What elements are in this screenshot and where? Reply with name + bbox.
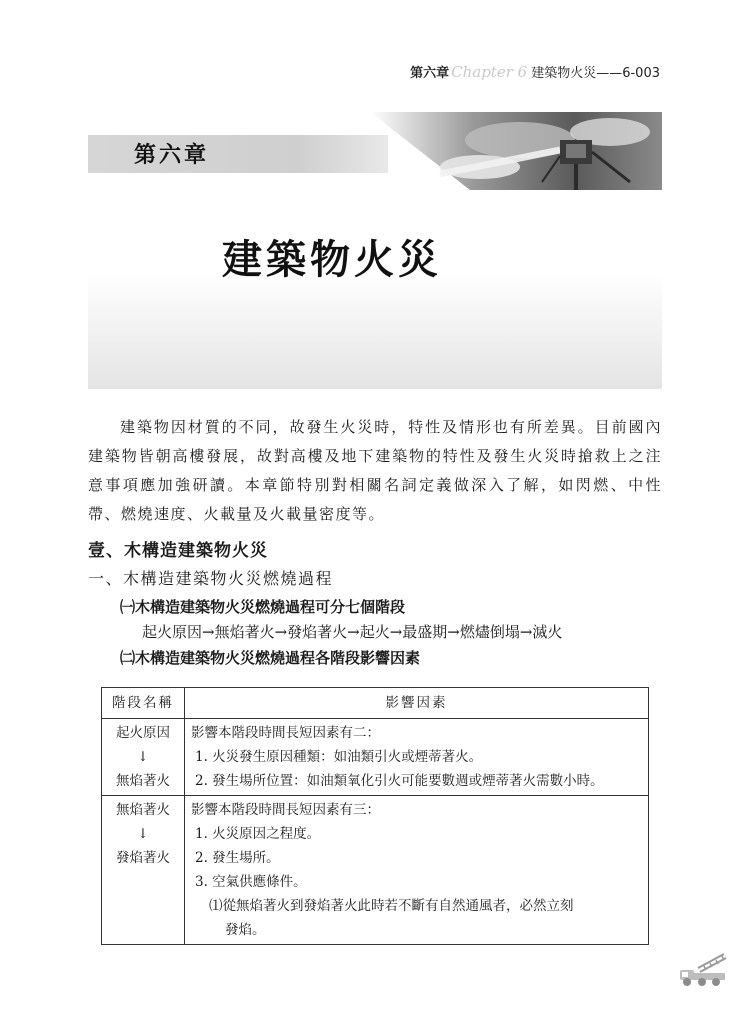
down-arrow-icon: ↓ [137, 749, 149, 765]
factor-item: 3. 空氣供應條件。 [195, 874, 307, 890]
running-header [410, 62, 660, 81]
stage-factors-table [101, 687, 649, 945]
section-heading: 壹、木構造建築物火災 [88, 541, 268, 561]
chapter-title: 建築物火災 [222, 237, 442, 283]
column-header-factors: 影響因素 [185, 688, 649, 719]
header-dash: —— [596, 66, 623, 81]
factor-cell [185, 719, 649, 796]
factor-intro: 影響本階段時間長短因素有三： [191, 802, 380, 818]
factor-subitem-continued: 發焰。 [225, 922, 266, 938]
table-row [102, 719, 649, 796]
factor-subitem: ⑴從無焰著火到發焰著火此時若不斷有自然通風者，必然立刻 [209, 898, 574, 914]
stage-from: 無焰著火 [116, 802, 170, 818]
item-heading-2: ㈡木構造建築物火災燃燒過程各階段影響因素 [120, 649, 421, 667]
stage-cell [102, 719, 185, 796]
factor-item: 1. 火災原因之程度。 [195, 826, 321, 842]
factor-item: 2. 發生場所位置：如油類氧化引火可能要數週或煙蒂著火需數小時。 [195, 773, 604, 789]
stage-to: 發焰著火 [116, 850, 170, 866]
fire-truck-icon [678, 952, 728, 988]
header-script-watermark: Chapter 6 [451, 63, 528, 81]
down-arrow-icon: ↓ [137, 826, 149, 842]
header-title: 建築物火災 [531, 66, 597, 81]
intro-paragraph: 建築物因材質的不同，故發生火災時，特性及情形也有所差異。目前國內建築物皆朝高樓發展，故對高樓及地下建築物的特性及發生火災時搶救上之注意事項應加強研讀。本章節特別對相關名詞定義做深入了解，如閃燃、中性帶、燃燒速度、火載量及火載量密度等。 [88, 418, 662, 523]
item-heading-1: ㈠木構造建築物火災燃燒過程可分七個階段 [120, 598, 406, 616]
factor-intro: 影響本階段時間長短因素有二： [191, 725, 380, 741]
stage-sequence: 起火原因→無焰著火→發焰著火→起火→最盛期→燃燼倒塌→滅火 [142, 623, 563, 641]
table-row [102, 796, 649, 945]
page-number: 6-003 [622, 66, 660, 81]
chapter-label: 第六章 [134, 143, 210, 168]
column-header-stage: 階段名稱 [102, 688, 185, 719]
factor-item: 2. 發生場所。 [195, 850, 280, 866]
subsection-heading: 一、木構造建築物火災燃燒過程 [88, 569, 334, 588]
header-chapter: 第六章 [410, 66, 450, 81]
table-header-row [102, 688, 649, 719]
stage-from: 起火原因 [116, 725, 170, 741]
factor-cell [185, 796, 649, 945]
chapter-label-bar [88, 135, 388, 173]
stage-to: 無焰著火 [116, 773, 170, 789]
factor-item: 1. 火災發生原因種類：如油類引火或煙蒂著火。 [195, 749, 483, 765]
stage-cell [102, 796, 185, 945]
firefighting-photo [370, 112, 662, 190]
